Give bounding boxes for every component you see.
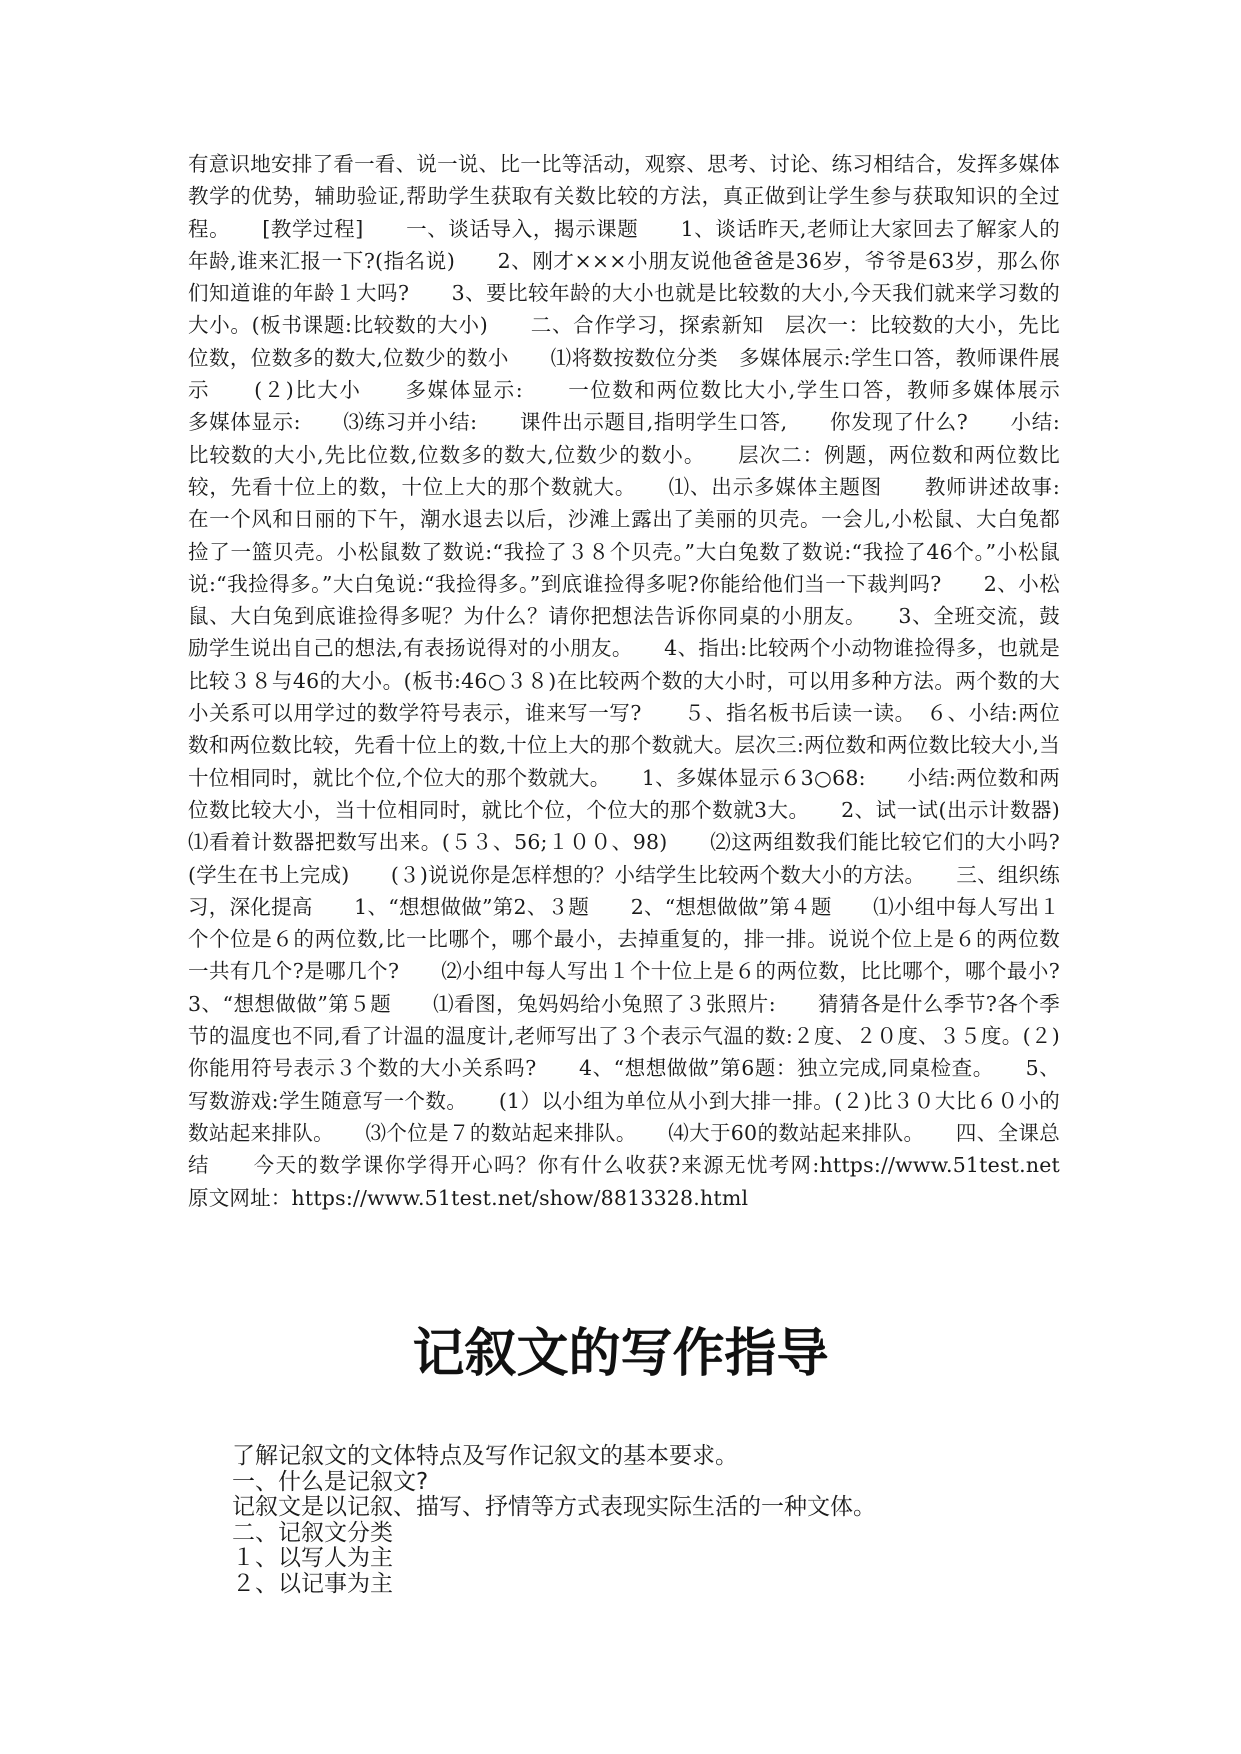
article-outline <box>232 1444 1052 1597</box>
outline-category-item: ２、以记事为主 <box>232 1570 393 1597</box>
outline-category-item: １、以写人为主 <box>232 1545 393 1571</box>
outline-definition-text: 记叙文是以记叙、描写、抒情等方式表现实际生活的一种文体。 <box>232 1494 876 1520</box>
article-title: 记叙文的写作指导 <box>412 1324 829 1384</box>
outline-heading-categories: 二、记叙文分类 <box>232 1519 393 1546</box>
lesson-plan-paragraph: 有意识地安排了看一看、说一说、比一比等活动，观察、思考、讨论、练习相结合，发挥多媒体教学的优势，辅助验证,帮助学生获取有关数比较的方法，真正做到让学生参与获取知识的全过程。 [教学过程] 一、谈话导入，揭示课题 1、谈话昨天,老师让大家回去了解家人的年龄,谁来汇报一下?(指名说) 2、刚才×××小朋友说他爸爸是36岁，爷爷是63岁，那么你们知道谁的年龄１大吗? 3、要比较年龄的大小也就是比较数的大小,今天我们就来学习数的大小。(板书课题:比较数的大小) 二、合作学习，探索新知 层次一：比较数的大小，先比位数，位数多的数大,位数少的数小 ⑴将数按数位分类 多媒体展示:学生口答，教师课件展示 (２)比大小 多媒体显示: 一位数和两位数比大小,学生口答，教师多媒体展示 多媒体显示: ⑶练习并小结: 课件出示题目,指明学生口答, 你发现了什么? 小结:比较数的大小,先比位数,位数多的数大,位数少的数小。 层次二：例题，两位数和两位数比较，先看十位上的数，十位上大的那个数就大。 ⑴、出示多媒体主题图 教师讲述故事: 在一个风和日丽的下午，潮水退去以后，沙滩上露出了美丽的贝壳。一会儿,小松鼠、大白兔都捡了一篮贝壳。小松鼠数了数说:“我捡了３８个贝壳。”大白兔数了数说:“我捡了46个。”小松鼠说:“我捡得多。”大白兔说:“我捡得多。”到底谁捡得多呢?你能给他们当一下裁判吗? 2、小松鼠、大白兔到底谁捡得多呢？为什么？请你把想法告诉你同桌的小朋友。 3、全班交流，鼓励学生说出自己的想法,有表扬说得对的小朋友。 4、指出:比较两个小动物谁捡得多，也就是比较３８与46的大小。(板书:46○３８)在比较两个数的大小时，可以用多种方法。两个数的大小关系可以用学过的数学符号表示，谁来写一写? ５、指名板书后读一读。 ６、小结:两位数和两位数比较，先看十位上的数,十位上大的那个数就大。层次三:两位数和两位数比较大小,当十位相同时，就比个位,个位大的那个数就大。 1、多媒体显示６3○68: 小结:两位数和两位数比较大小，当十位相同时，就比个位，个位大的那个数就3大。 2、试一试(出示计数器) ⑴看着计数器把数写出来。(５３、56;１００、98) ⑵这两组数我们能比较它们的大小吗?(学生在书上完成) (３)说说你是怎样想的？小结学生比较两个数大小的方法。 三、组织练习，深化提高 1、“想想做做”第2、３题 2、“想想做做”第４题 ⑴小组中每人写出１个个位是６的两位数,比一比哪个，哪个最小，去掉重复的，排一排。说说个位上是６的两位数一共有几个?是哪几个? ⑵小组中每人写出１个十位上是６的两位数，比比哪个，哪个最小? 3、“想想做做”第５题 ⑴看图，兔妈妈给小兔照了３张照片: 猜猜各是什么季节?各个季节的温度也不同,看了计温的温度计,老师写出了３个表示气温的数:２度、２０度、３５度。(２)你能用符号表示３个数的大小关系吗? 4、“想想做做”第6题：独立完成,同桌检查。 5、写数游戏:学生随意写一个数。 (1）以小组为单位从小到大排一排。(２)比３０大比６０小的数站起来排队。 ⑶个位是７的数站起来排队。 ⑷大于60的数站起来排队。 四、全课总结 今天的数学课你学得开心吗？你有什么收获?来源无忧考网:https://www.51test.net 原文网址：https://www.51test.net/show/8813328.html <box>188 152 1102 1210</box>
outline-intro-line: 了解记叙文的文体特点及写作记叙文的基本要求。 <box>232 1443 738 1469</box>
outline-heading-definition: 一、什么是记叙文? <box>232 1468 429 1495</box>
